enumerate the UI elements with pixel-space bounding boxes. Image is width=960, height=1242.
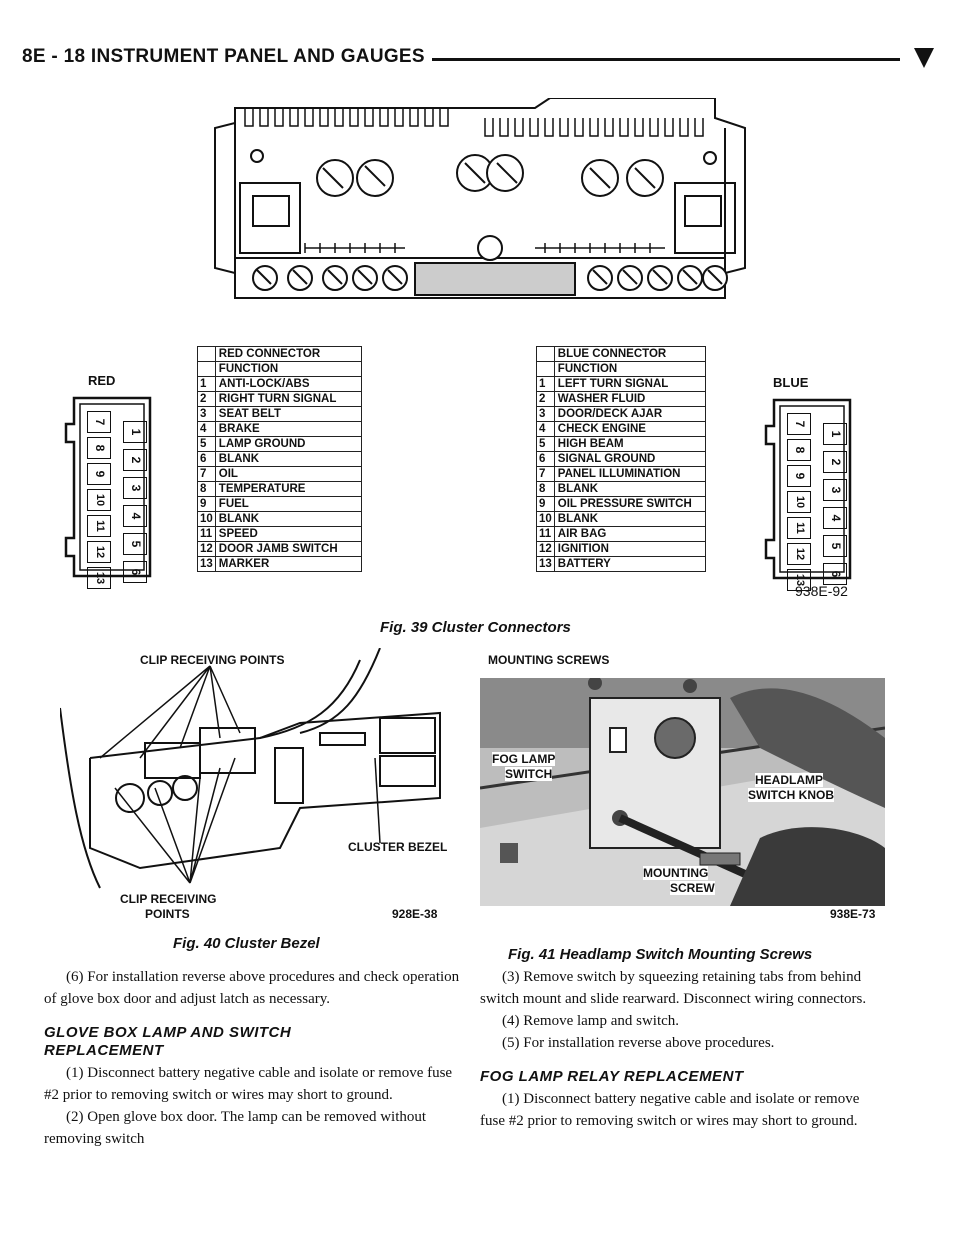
fog-lamp-switch-label-2: SWITCH [505, 767, 553, 781]
paragraph: (2) Open glove box door. The lamp can be removed without removing switch [44, 1109, 427, 1147]
clip-points-label-top: CLIP RECEIVING POINTS [140, 653, 285, 667]
pin-label: 1 [123, 421, 147, 443]
page-title: 8E - 18 INSTRUMENT PANEL AND GAUGES [22, 46, 425, 67]
pin-label: 13 [87, 567, 111, 589]
fog-lamp-switch-label-1: FOG LAMP [492, 752, 556, 766]
pin-label: 3 [123, 477, 147, 499]
pin-label: 9 [87, 463, 111, 485]
pin-label: 3 [823, 479, 847, 501]
table-row: 9 FUEL [198, 497, 362, 512]
pin-label: 1 [823, 423, 847, 445]
pin-label: 7 [87, 411, 111, 433]
paragraph: (5) For installation reverse above procedures. [502, 1035, 775, 1051]
header-rule [432, 58, 900, 61]
table-title: BLUE CONNECTOR [554, 347, 705, 362]
blue-connector-table [536, 346, 706, 572]
pin-label: 7 [787, 413, 811, 435]
pin-label: 4 [823, 507, 847, 529]
pin-label: 4 [123, 505, 147, 527]
fig39-caption: Fig. 39 Cluster Connectors [380, 619, 571, 636]
pin-label: 6 [123, 561, 147, 583]
table-row: 1 LEFT TURN SIGNAL [537, 377, 706, 392]
cluster-bezel-drawing [60, 648, 460, 923]
table-row: 6 BLANK [198, 452, 362, 467]
pin-label: 11 [787, 517, 811, 539]
fig41-code: 938E-73 [830, 907, 876, 921]
table-subtitle: FUNCTION [554, 362, 705, 377]
mounting-screws-label: MOUNTING SCREWS [488, 653, 610, 667]
table-row: 3 SEAT BELT [198, 407, 362, 422]
table-row: 8 TEMPERATURE [198, 482, 362, 497]
pin-label: 10 [87, 489, 111, 511]
red-connector-drawing [62, 392, 162, 582]
blue-pins-left [788, 412, 810, 594]
blue-pins-right [824, 422, 846, 590]
fig39-code: 938E-92 [795, 583, 848, 599]
paragraph: (1) Disconnect battery negative cable and isolate or remove fuse #2 prior to removing switch or wires may short to ground. [480, 1091, 860, 1129]
table-row: 5 HIGH BEAM [537, 437, 706, 452]
table-row: 3 DOOR/DECK AJAR [537, 407, 706, 422]
table-row: 4 BRAKE [198, 422, 362, 437]
table-title: RED CONNECTOR [215, 347, 361, 362]
table-row: 2 WASHER FLUID [537, 392, 706, 407]
headlamp-knob-label-2: SWITCH KNOB [748, 788, 834, 802]
cluster-bezel-label: CLUSTER BEZEL [348, 840, 448, 854]
table-row: 10 BLANK [198, 512, 362, 527]
left-text-column [44, 966, 464, 1150]
mounting-screw-label-2: SCREW [670, 881, 715, 895]
table-row: 1 ANTI-LOCK/ABS [198, 377, 362, 392]
pin-label: 10 [787, 491, 811, 513]
pin-label: 8 [87, 437, 111, 459]
table-row: 6 SIGNAL GROUND [537, 452, 706, 467]
clip-points-label-bottom-1: CLIP RECEIVING [120, 892, 217, 906]
paragraph: (1) Disconnect battery negative cable and isolate or remove fuse #2 prior to removing switch or wires may short to ground. [44, 1065, 453, 1103]
fig40-caption: Fig. 40 Cluster Bezel [173, 935, 320, 952]
table-row: 5 LAMP GROUND [198, 437, 362, 452]
page-header [22, 46, 938, 76]
pin-label: 2 [823, 451, 847, 473]
blue-connector-label: BLUE [773, 375, 809, 390]
right-text-column [480, 966, 870, 1132]
blue-connector-drawing [762, 394, 862, 584]
pin-label: 8 [787, 439, 811, 461]
paragraph: (4) Remove lamp and switch. [502, 1013, 680, 1029]
table-row: 9 OIL PRESSURE SWITCH [537, 497, 706, 512]
red-connector-label: RED [88, 373, 116, 388]
table-row: 10 BLANK [537, 512, 706, 527]
pin-label: 5 [123, 533, 147, 555]
table-row: 2 RIGHT TURN SIGNAL [198, 392, 362, 407]
cluster-back-drawing [205, 98, 765, 328]
section-heading: GLOVE BOX LAMP AND SWITCH REPLACEMENT [44, 1024, 292, 1059]
table-subtitle: FUNCTION [215, 362, 361, 377]
table-row: 12 DOOR JAMB SWITCH [198, 542, 362, 557]
pin-label: 12 [787, 543, 811, 565]
table-row: 12 IGNITION [537, 542, 706, 557]
headlamp-knob-label-1: HEADLAMP [755, 773, 823, 787]
red-pins-left [88, 410, 110, 592]
table-row: 13 BATTERY [537, 557, 706, 572]
table-row: 11 AIR BAG [537, 527, 706, 542]
fig41-caption: Fig. 41 Headlamp Switch Mounting Screws [508, 946, 813, 963]
pin-label: 6 [823, 563, 847, 585]
pin-label: 12 [87, 541, 111, 563]
paragraph: (6) For installation reverse above procedures and check operation of glove box door and adjust latch as necessary. [44, 969, 460, 1007]
table-row: 7 OIL [198, 467, 362, 482]
clip-points-label-bottom-2: POINTS [145, 907, 190, 921]
pin-label: 5 [823, 535, 847, 557]
pin-label: 13 [787, 569, 811, 591]
table-row: 8 BLANK [537, 482, 706, 497]
table-row: 13 MARKER [198, 557, 362, 572]
red-connector-table [197, 346, 362, 572]
table-row: 11 SPEED [198, 527, 362, 542]
mounting-screw-label-1: MOUNTING [643, 866, 709, 880]
pin-label: 2 [123, 449, 147, 471]
table-row: 4 CHECK ENGINE [537, 422, 706, 437]
section-heading: FOG LAMP RELAY REPLACEMENT [480, 1068, 744, 1085]
pin-label: 11 [87, 515, 111, 537]
table-row: 7 PANEL ILLUMINATION [537, 467, 706, 482]
paragraph: (3) Remove switch by squeezing retaining tabs from behind switch mount and slide rearward. Disconnect wiring connectors. [480, 969, 867, 1007]
fig40-code: 928E-38 [392, 907, 438, 921]
red-pins-right [124, 420, 146, 588]
down-triangle-icon [914, 48, 934, 68]
pin-label: 9 [787, 465, 811, 487]
